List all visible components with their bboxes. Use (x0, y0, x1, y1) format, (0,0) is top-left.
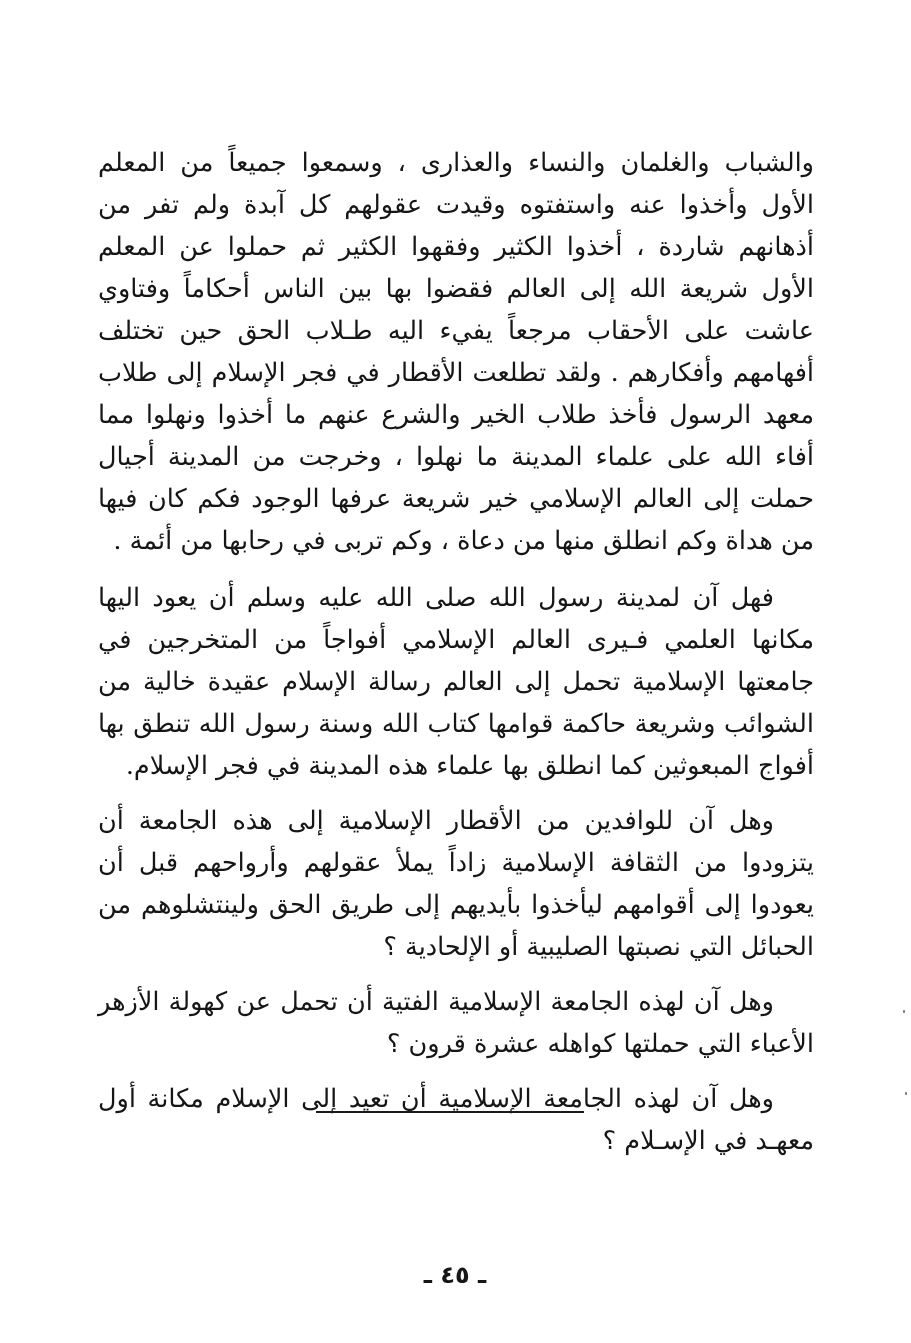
scan-speck (903, 1010, 905, 1013)
paragraph-3: وهل آن للوافدين من الأقطار الإسلامية إلى هذه الجامعة أن يتزودوا من الثقافة الإسلامية زاداً يملأ عقولهم وأرواحهم قبل أن يعودوا إلى أقوامهم ليأخذوا بأيديهم إلى طريق الحق ولينتشلوهم من الحبائل التي نصبتها الصليبية أو الإلحادية ؟ (98, 806, 814, 962)
page-number: ـ ٤٥ ـ (423, 1261, 487, 1289)
section-divider (316, 1111, 584, 1113)
paragraph-1: والشباب والغلمان والنساء والعذارى ، وسمعوا جميعاً من المعلم الأول وأخذوا عنه واستفتوه وقيدت عقولهم كل آبدة ولم تفر من أذهانهم شاردة ، أخذوا الكثير وفقهوا الكثير ثم حملوا عن المعلم الأول شريعة الله إلى العالم فقضوا بها بين الناس أحكاماً وفتاوي عاشت على الأحقاب مرجعاً يفيء اليه طـلاب الحق حين تختلف أفهامهم وأفكارهم . ولقد تطلعت الأقطار في فجر الإسلام إلى طلاب معهد الرسول فأخذ طلاب الخير والشرع عنهم ما أخذوا ونهلوا مما أفاء الله على علماء المدينة ما نهلوا ، وخرجت من المدينة أجيال حملت إلى العالم الإسلامي خير شريعة عرفها الوجود فكم كان فيها من هداة وكم انطلق منها من دعاة ، وكم تربى في رحابها من أئمة . (98, 148, 814, 556)
body-text (98, 142, 814, 1175)
paragraph-5: وهل آن لهذه الجامعة الإسلامية أن تعيد إلى الإسلام مكانة أول معهـد في الإسـلام ؟ (98, 1084, 814, 1156)
paragraph-4: وهل آن لهذه الجامعة الإسلامية الفتية أن تحمل عن كهولة الأزهر الأعباء التي حملتها كواهله عشرة قرون ؟ (98, 987, 814, 1059)
paragraph-2: فهل آن لمدينة رسول الله صلى الله عليه وسلم أن يعود اليها مكانها العلمي فـيرى العالم الإسلامي أفواجاً من المتخرجين في جامعتها الإسلامية تحمل إلى العالم رسالة الإسلام عقيدة خالية من الشوائب وشريعة حاكمة قوامها كتاب الله وسنة رسول الله تنطق بها أفواج المبعوثين كما انطلق بها علماء هذه المدينة في فجر الإسلام. (98, 583, 814, 781)
scan-speck (905, 1092, 907, 1095)
